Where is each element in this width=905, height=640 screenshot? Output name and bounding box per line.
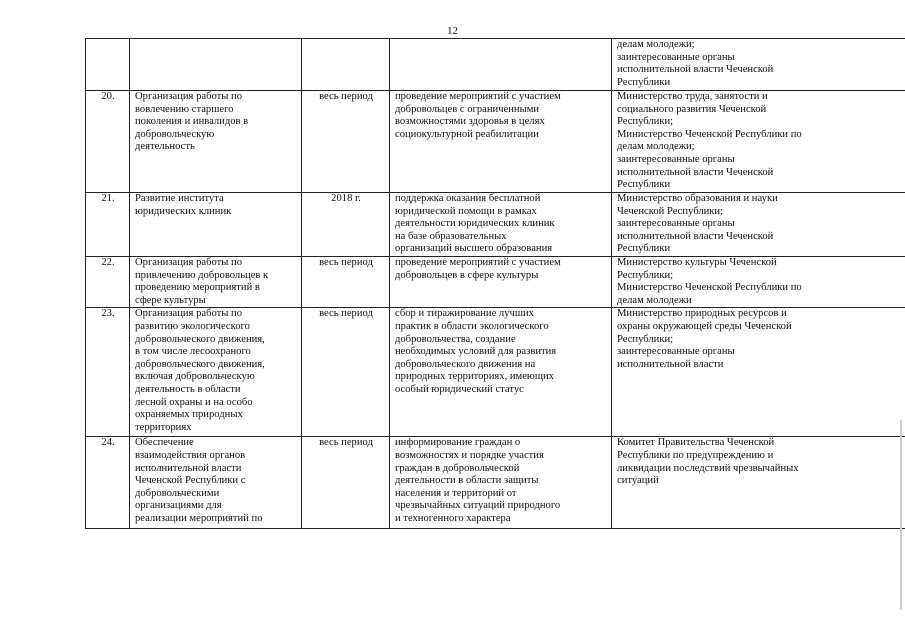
event-cell [130, 91, 302, 193]
event-line: Обеспечение [135, 437, 194, 449]
executors-line: заинтересованные органы [617, 218, 735, 230]
executors-line: делам молодежи; [617, 39, 695, 50]
result-line: организаций высшего образования [395, 243, 553, 255]
result-line: природных территориях, имеющих [395, 371, 554, 383]
result-line: практик в области экологического [395, 320, 549, 332]
result-line: добровольческого движения на [395, 358, 536, 370]
executors-line: Комитет Правительства Чеченской [617, 437, 775, 449]
executors-line: Республики; [617, 269, 674, 281]
executors-cell [612, 308, 905, 437]
scan-edge-shadow [900, 420, 902, 610]
events-table-body [86, 39, 905, 529]
executors-line: исполнительной власти Чеченской [617, 166, 774, 178]
page-number: 12 [447, 25, 458, 37]
term-cell [302, 39, 390, 91]
result-line: возможностях и порядке участия [395, 449, 544, 461]
table-row [86, 91, 905, 193]
row-number [86, 39, 130, 91]
executors-line: ликвидации последствий чрезвычайных [617, 462, 799, 474]
result-line: проведение мероприятий с участием [395, 257, 561, 268]
executors-line: заинтересованные органы [617, 51, 735, 63]
result-cell [390, 91, 612, 193]
event-line: поколения и инвалидов в [135, 116, 249, 128]
result-line: проведение мероприятий с участием [395, 91, 561, 102]
event-line: взаимодействия органов [135, 449, 246, 461]
executors-line: Республики; [617, 333, 674, 345]
table-row [86, 308, 905, 437]
result-cell [390, 437, 612, 529]
executors-cell [612, 91, 905, 193]
event-line: в том числе лесоохраного [135, 346, 251, 358]
executors-line: Министерство культуры Чеченской [617, 257, 777, 268]
event-cell [130, 39, 302, 91]
event-line: территориях [135, 421, 192, 433]
event-line: деятельность в области [135, 383, 241, 395]
event-line: сфере культуры [135, 294, 206, 306]
result-line: деятельности в области защиты [395, 475, 539, 487]
event-line: добровольческими [135, 487, 220, 499]
result-line: поддержка оказания бесплатной [395, 193, 541, 204]
event-line: организациями для [135, 500, 222, 512]
executors-line: Республики [617, 243, 671, 255]
executors-line: исполнительной власти [617, 358, 724, 370]
event-line: вовлечению старшего [135, 103, 234, 115]
row-number: 24. [86, 437, 130, 529]
table-row [86, 193, 905, 257]
event-line: добровольческого движения, [135, 358, 265, 370]
executors-line: Министерство труда, занятости и [617, 91, 768, 102]
term-cell: весь период [302, 308, 390, 437]
executors-line: Министерство Чеченской Республики по [617, 282, 802, 294]
executors-line: социального развития Чеченской [617, 103, 767, 115]
executors-cell [612, 39, 905, 91]
result-cell [390, 257, 612, 308]
result-line: информирование граждан о [395, 437, 521, 449]
executors-line: заинтересованные органы [617, 346, 735, 358]
result-line: и техногенного характера [395, 512, 511, 524]
event-cell [130, 257, 302, 308]
result-line: добровольцев с ограниченными [395, 103, 540, 115]
event-cell [130, 437, 302, 529]
executors-line: Министерство Чеченской Республики по [617, 128, 802, 140]
event-line: исполнительной власти [135, 462, 242, 474]
row-number: 20. [86, 91, 130, 193]
event-line: включая добровольческую [135, 371, 255, 383]
event-line: Организация работы по [135, 91, 242, 102]
event-line: деятельность [135, 141, 195, 153]
event-line: Организация работы по [135, 308, 242, 320]
event-line: развитию экологического [135, 320, 250, 332]
row-number: 23. [86, 308, 130, 437]
result-line: чрезвычайных ситуаций природного [395, 500, 561, 512]
executors-line: заинтересованные органы [617, 153, 735, 165]
event-line: проведению мероприятий в [135, 282, 260, 294]
executors-line: Чеченской Республики; [617, 205, 724, 217]
event-line: лесной охраны и на особо [135, 396, 253, 408]
table-row [86, 257, 905, 308]
events-table [85, 38, 905, 529]
executors-line: исполнительной власти Чеченской [617, 230, 774, 242]
event-line: добровольческого движения, [135, 333, 265, 345]
row-number: 21. [86, 193, 130, 257]
executors-line: делам молодежи; [617, 141, 695, 153]
result-line: граждан в добровольческой [395, 462, 520, 474]
event-cell [130, 193, 302, 257]
event-line: юридических клиник [135, 205, 232, 217]
event-line: Чеченской Республики с [135, 475, 246, 487]
term-cell: весь период [302, 437, 390, 529]
result-line: деятельности юридических клиник [395, 218, 555, 230]
event-line: Организация работы по [135, 257, 242, 268]
event-cell [130, 308, 302, 437]
executors-line: Министерство образования и науки [617, 193, 778, 204]
result-line: необходимых условий для развития [395, 346, 557, 358]
term-cell: 2018 г. [302, 193, 390, 257]
executors-line: Республики; [617, 116, 674, 128]
result-cell [390, 193, 612, 257]
event-line: Развитие института [135, 193, 224, 204]
result-cell [390, 39, 612, 91]
executors-cell [612, 257, 905, 308]
event-line: добровольческую [135, 128, 215, 140]
term-cell: весь период [302, 91, 390, 193]
result-line: сбор и тиражирование лучших [395, 308, 534, 320]
event-line: привлечению добровольцев к [135, 269, 269, 281]
result-line: добровольцев в сфере культуры [395, 269, 539, 281]
result-cell [390, 308, 612, 437]
executors-line: Республики [617, 76, 671, 88]
executors-line: делам молодежи [617, 294, 692, 306]
row-number: 22. [86, 257, 130, 308]
event-line: реализации мероприятий по [135, 512, 263, 524]
result-line: возможностями здоровья в целях [395, 116, 545, 128]
result-line: добровольчества, создание [395, 333, 516, 345]
executors-line: Министерство природных ресурсов и [617, 308, 787, 320]
table-row [86, 437, 905, 529]
result-line: социокультурной реабилитации [395, 128, 539, 140]
result-line: населения и территорий от [395, 487, 517, 499]
term-cell: весь период [302, 257, 390, 308]
event-line: охраняемых природных [135, 409, 243, 421]
executors-line: исполнительной власти Чеченской [617, 64, 774, 76]
executors-line: Республики по предупреждению и [617, 449, 774, 461]
executors-cell [612, 437, 905, 529]
executors-line: ситуаций [617, 475, 659, 487]
result-line: юридической помощи в рамках [395, 205, 537, 217]
result-line: на базе образовательных [395, 230, 507, 242]
executors-cell [612, 193, 905, 257]
result-line: особый юридический статус [395, 383, 524, 395]
table-row [86, 39, 905, 91]
executors-line: охраны окружающей среды Чеченской [617, 320, 792, 332]
executors-line: Республики [617, 179, 671, 191]
